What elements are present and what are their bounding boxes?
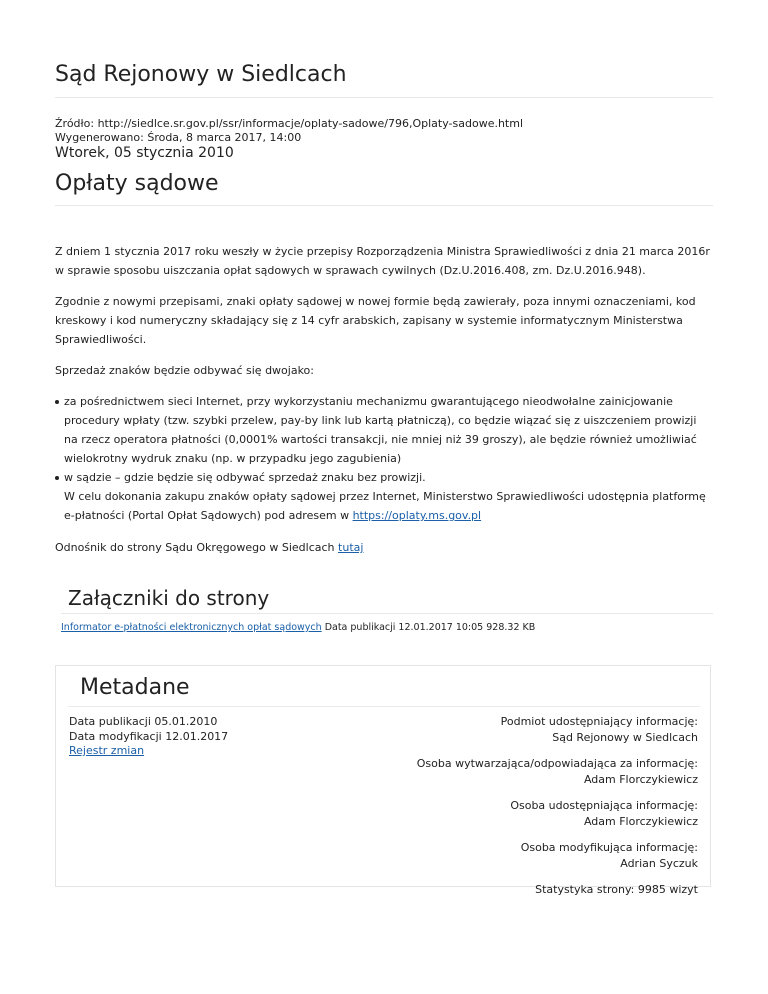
metadata-dates <box>69 715 228 759</box>
list-item <box>55 392 713 468</box>
list-item <box>55 468 713 525</box>
attachments-title: Załączniki do strony <box>68 586 270 610</box>
paragraph: Zgodnie z nowymi przepisami, znaki opłaty sądowej w nowej formie będą zawierały, poza innymi oznaczeniami, kod kreskowy i kod numeryczny składający się z 14 cyfr arabskich, zapisany w systemie informatycznym Ministerstwa Sprawiedliwości. <box>55 295 696 346</box>
author-label: Osoba wytwarzająca/odpowiadająca za informację: <box>416 757 698 770</box>
metadata-divider <box>68 706 700 707</box>
attachment-details: Data publikacji 12.01.2017 10:05 928.32 KB <box>321 622 536 633</box>
change-log-link[interactable]: Rejestr zmian <box>69 744 145 757</box>
regional-court-reference <box>55 541 363 554</box>
author-group <box>417 756 698 788</box>
paragraph: Sprzedaż znaków będzie odbywać się dwojako: <box>55 364 314 377</box>
metadata-people <box>417 714 698 908</box>
sharer-label: Osoba udostępniająca informację: <box>510 799 698 812</box>
title-divider <box>55 97 713 98</box>
attachment-link[interactable]: Informator e-płatności elektronicznych opłat sądowych <box>61 622 322 633</box>
regional-court-link[interactable]: tutaj <box>338 541 364 554</box>
article-content <box>55 242 713 525</box>
attachment-item <box>61 622 535 633</box>
metadata-panel <box>55 665 711 896</box>
modifier-label: Osoba modyfikująca informację: <box>520 841 698 854</box>
page-statistics: Statystyka strony: 9985 wizyt <box>535 883 698 896</box>
sharer-group <box>417 798 698 830</box>
modification-date: Data modyfikacji 12.01.2017 <box>69 729 229 743</box>
reference-text: Odnośnik do strony Sądu Okręgowego w Siedlcach <box>55 541 339 554</box>
generated-line: Wygenerowano: Środa, 8 marca 2017, 14:00 <box>55 131 302 144</box>
metadata-title: Metadane <box>80 675 190 700</box>
list-item-text <box>64 487 713 525</box>
publisher-group <box>417 714 698 746</box>
paragraph: Z dniem 1 stycznia 2017 roku weszły w życie przepisy Rozporządzenia Ministra Sprawiedliwości z dnia 21 marca 2016r w sprawie sposobu uiszczania opłat sądowych w sprawach cywilnych (Dz.U.2016.408, zm. Dz.U.2016.948). <box>55 245 710 277</box>
publication-date: Data publikacji 05.01.2010 <box>69 715 218 728</box>
author-value: Adam Florczykiewicz <box>583 773 698 786</box>
list-item-text: w sądzie – gdzie będzie się odbywać sprzedaż znaku bez prowizji. <box>64 471 426 484</box>
modifier-group <box>417 840 698 872</box>
platform-text: W celu dokonania zakupu znaków opłaty sądowej przez Internet, Ministerstwo Sprawiedliwości udostępnia platformę e-płatności (Portal Opłat Sądowych) pod adresem w <box>64 490 706 522</box>
site-title: Sąd Rejonowy w Siedlcach <box>55 62 347 87</box>
list-item-text: za pośrednictwem sieci Internet, przy wykorzystaniu mechanizmu gwarantującego nieodwołalne zainicjowanie procedury wpłaty (tzw. szybki przelew, pay-by link lub kartą płatniczą), co będzie wiązać się z uiszczeniem prowizji na rzecz operatora płatności (0,0001% wartości transakcji, nie mniej niż 39 groszy), ale będzie również umożliwiać wielokrotny wydruk znaku (np. w przypadku jego zagubienia) <box>64 395 697 465</box>
modifier-value: Adrian Syczuk <box>620 857 698 870</box>
page-title: Opłaty sądowe <box>55 171 219 196</box>
publisher-label: Podmiot udostępniający informację: <box>500 715 698 728</box>
attachments-divider <box>61 613 713 614</box>
sales-methods-list <box>55 392 713 525</box>
article-date: Wtorek, 05 stycznia 2010 <box>55 145 234 161</box>
sharer-value: Adam Florczykiewicz <box>583 815 698 828</box>
source-line: Źródło: http://siedlce.sr.gov.pl/ssr/informacje/oplaty-sadowe/796,Oplaty-sadowe.html <box>55 117 524 130</box>
publisher-value: Sąd Rejonowy w Siedlcach <box>552 731 698 744</box>
page-title-divider <box>55 205 713 206</box>
portal-link[interactable]: https://oplaty.ms.gov.pl <box>352 509 482 522</box>
